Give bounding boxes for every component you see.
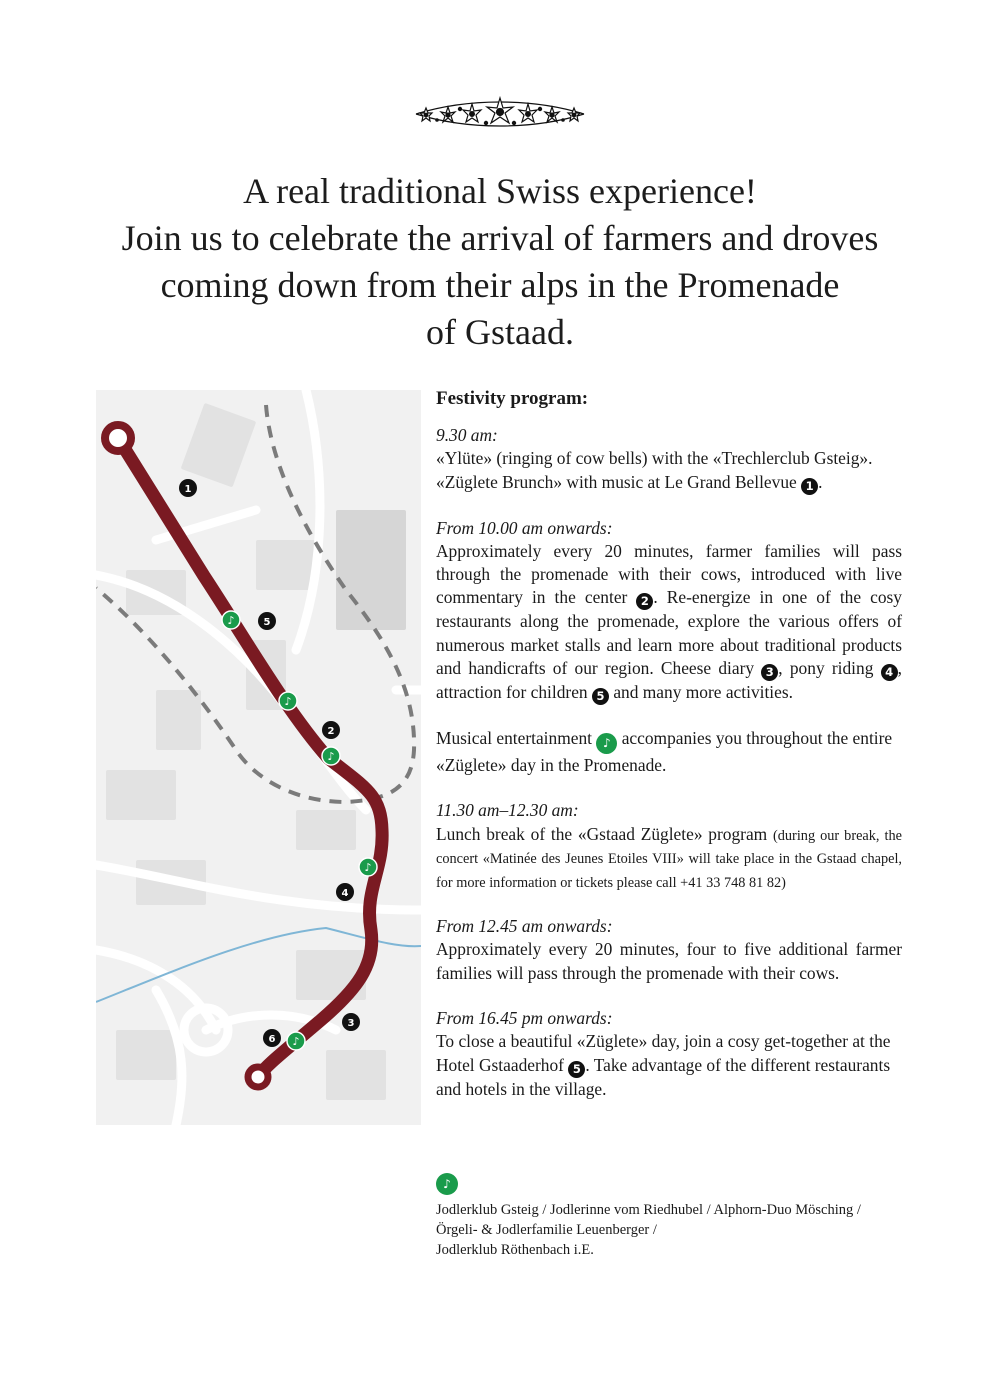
program-text: «Ylüte» (ringing of cow bells) with the «Trechlerclub Gsteig». <box>436 448 873 469</box>
svg-text:♪: ♪ <box>284 695 292 708</box>
marker-5-icon: 5 <box>592 688 609 705</box>
program-text: Approximately every 20 minutes, four to five additional farmer families will pass through the promenade with their cows. <box>436 939 902 983</box>
map-marker-2 <box>322 721 340 739</box>
svg-text:4: 4 <box>341 888 349 899</box>
time-label: From 12.45 am onwards: <box>436 916 613 937</box>
marker-4-icon: 4 <box>881 664 898 681</box>
map-marker-6 <box>263 1029 281 1047</box>
svg-text:♪: ♪ <box>364 861 372 874</box>
svg-text:♪: ♪ <box>327 750 335 763</box>
map-marker-4 <box>336 883 354 901</box>
program-title: Festivity program: <box>436 388 589 409</box>
music-marker-icon <box>287 1032 305 1050</box>
time-label: 9.30 am: <box>436 425 498 445</box>
headline-line: Join us to celebrate the arrival of farmers and droves <box>121 218 879 258</box>
music-marker-icon <box>359 858 377 876</box>
marker-5-icon: 5 <box>568 1061 585 1078</box>
program-text: To close a beautiful «Züglete» day, join a cosy get-together at the Hotel Gstaaderhof 5 . Take advantage of the different restaurants and hotels in the village. <box>436 1031 891 1099</box>
credit-line: Örgeli- & Jodlerfamilie Leuenberger / <box>436 1221 657 1238</box>
festivity-program <box>436 386 902 1101</box>
route-start-icon <box>105 425 131 451</box>
route-end-icon <box>248 1067 268 1087</box>
headline-line: of Gstaad. <box>426 312 574 352</box>
svg-text:6: 6 <box>268 1034 276 1045</box>
credit-line: Jodlerklub Gsteig / Jodlerinne vom Riedhubel / Alphorn-Duo Mösching / <box>436 1202 861 1218</box>
time-label: From 16.45 pm onwards: <box>436 1008 613 1029</box>
program-text: Lunch break of the «Gstaad Züglete» program (during our break, the concert «Matinée des Jeunes Etoiles VIII» will take place in the Gstaad chapel, for more information or tickets please call +41 33 748 81 82) <box>436 823 902 891</box>
program-text: Musical entertainment ♪ accompanies you throughout the entire «Züglete» day in the Promenade. <box>436 728 893 776</box>
map-marker-3 <box>342 1013 360 1031</box>
svg-text:1: 1 <box>184 484 192 495</box>
time-label: From 10.00 am onwards: <box>436 517 613 538</box>
map-marker-5 <box>258 612 276 630</box>
music-marker-icon <box>222 611 240 629</box>
edelweiss-ornament-icon <box>412 92 588 134</box>
svg-text:♪: ♪ <box>292 1035 300 1048</box>
marker-3-icon: 3 <box>761 664 778 681</box>
headline-line: coming down from their alps in the Promenade <box>160 265 840 305</box>
music-note-icon: ♪ <box>436 1173 458 1195</box>
svg-text:5: 5 <box>263 617 271 628</box>
credit-line: Jodlerklub Röthenbach i.E. <box>436 1241 594 1258</box>
music-marker-icon <box>279 692 297 710</box>
music-marker-icon <box>322 747 340 765</box>
headline <box>40 168 960 356</box>
route-map <box>96 390 421 1125</box>
music-note-icon: ♪ <box>596 733 617 754</box>
marker-1-icon: 1 <box>801 478 818 495</box>
music-credits <box>436 1172 906 1260</box>
program-text: «Züglete Brunch» with music at Le Grand Bellevue 1 . <box>436 471 823 493</box>
svg-text:3: 3 <box>347 1018 355 1029</box>
time-label: 11.30 am–12.30 am: <box>436 800 579 821</box>
svg-text:♪: ♪ <box>227 614 235 627</box>
marker-2-icon: 2 <box>636 593 653 610</box>
map-marker-1 <box>179 479 197 497</box>
program-text: Approximately every 20 minutes, farmer families will pass through the promenade with their cows, introduced with live commentary in the center 2 . Re-energize in one of the cosy restaurants along the promenade, explore the various offers of numerous market stalls and learn more about traditional products and handicrafts of our region. Cheese diary 3 , pony riding 4 , attraction for children 5 and many more activities. <box>436 540 902 704</box>
svg-text:2: 2 <box>327 726 335 737</box>
headline-line: A real traditional Swiss experience! <box>243 171 757 211</box>
